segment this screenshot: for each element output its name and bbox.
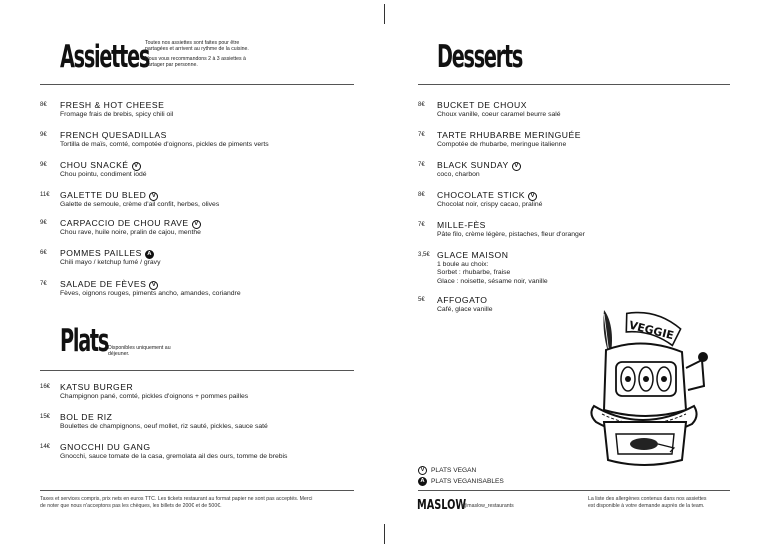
instagram-handle: @maslow_restaurants [462, 503, 514, 509]
legend-vegan [418, 466, 476, 475]
item-name: AFFOGATO [437, 295, 488, 305]
item-description: Chou pointu, condiment iodé [60, 171, 147, 178]
footer-allergens-line: est disponible à votre demande auprès de la team. [588, 503, 705, 509]
item-description: Fromage frais de brebis, spicy chili oil [60, 111, 174, 118]
item-price: 8€ [40, 102, 47, 108]
vegan-icon: V [528, 192, 537, 201]
item-price: 8€ [418, 102, 425, 108]
veganisable-icon: A [418, 477, 427, 486]
legend-veganisable [418, 477, 504, 486]
assiettes-note-recommendation: Nous vous recommandons 2 à 3 assiettes à partager par personne. [145, 55, 246, 69]
item-price: 8€ [418, 192, 425, 198]
desserts-divider [418, 84, 730, 85]
item-price: 15€ [40, 414, 51, 420]
item-price: 3,5€ [418, 252, 430, 258]
item-description: Champignon pané, comté, pickles d'oignons + pommes pailles [60, 393, 249, 400]
desserts-title: Desserts [437, 39, 523, 75]
fold-mark-top [384, 4, 385, 24]
item-name: SALADE DE FÈVES [60, 279, 147, 289]
footer-taxes-line: Taxes et services compris, prix nets en euros TTC. Les tickets restaurant au format papier ne sont pas acceptés. Merci [40, 496, 313, 502]
footer-divider-right [418, 490, 730, 491]
item-name: BUCKET DE CHOUX [437, 100, 527, 110]
item-description: Compotée de rhubarbe, meringue italienne [437, 141, 567, 148]
vegan-icon: V [149, 192, 158, 201]
item-name: BOL DE RIZ [60, 412, 113, 422]
maslow-logo: MASLOW [417, 498, 467, 513]
item-price: 5€ [418, 297, 425, 303]
item-price: 9€ [40, 132, 47, 138]
vegan-icon: V [192, 220, 201, 229]
item-name: GLACE MAISON [437, 250, 509, 260]
veganisable-icon: A [145, 250, 154, 259]
item-description-line: Glace : noisette, sésame noir, vanille [437, 277, 548, 285]
lever-knob [698, 352, 708, 362]
item-description: Pâte filo, crème légère, pistaches, fleur d'oranger [437, 231, 585, 238]
legend-vegan-label: PLATS VEGAN [431, 467, 477, 474]
item-description: Gnocchi, sauce tomate de la casa, gremolata ail des ours, tomme de brebis [60, 453, 288, 460]
fold-mark-bottom [384, 524, 385, 544]
item-description [437, 261, 548, 286]
item-price: 7€ [40, 281, 47, 287]
item-name: CHOCOLATE STICK [437, 190, 526, 200]
item-description: coco, charbon [437, 171, 480, 178]
item-description: Choux vanille, coeur caramel beurre salé [437, 111, 561, 118]
item-price: 7€ [418, 222, 425, 228]
item-name: FRENCH QUESADILLAS [60, 130, 167, 140]
footer-taxes-note [40, 496, 370, 510]
item-description: Café, glace vanille [437, 306, 493, 313]
item-name-row [60, 160, 141, 171]
snake-head [630, 438, 658, 450]
item-price: 14€ [40, 444, 51, 450]
vegan-icon: V [418, 466, 427, 475]
item-price: 7€ [418, 132, 425, 138]
item-name-row [60, 190, 158, 201]
item-description: Boulettes de champignons, oeuf mollet, riz sauté, pickles, sauce saté [60, 423, 268, 430]
vegan-icon: V [149, 281, 158, 290]
item-name: GNOCCHI DU GANG [60, 442, 151, 452]
item-description: Chou rave, huile noire, pralin de cajou, menthe [60, 229, 201, 236]
item-name: POMMES PAILLES [60, 248, 142, 258]
item-name-row [437, 160, 521, 171]
item-name: BLACK SUNDAY [437, 160, 509, 170]
vegan-icon: V [132, 162, 141, 171]
item-price: 11€ [40, 192, 50, 198]
item-name: CARPACCIO DE CHOU RAVE [60, 218, 189, 228]
reel-symbol [643, 376, 649, 382]
assiettes-divider [40, 84, 354, 85]
item-name: MILLE-FÈS [437, 220, 486, 230]
item-name: TARTE RHUBARBE MERINGUÉE [437, 130, 581, 140]
legend-veganisable-label: PLATS VEGANISABLES [431, 478, 504, 485]
item-name-row [437, 190, 537, 201]
assiettes-title: Assiettes [60, 39, 150, 75]
item-description: Chili mayo / ketchup fumé / gravy [60, 259, 161, 266]
item-description: Chocolat noir, crispy cacao, praliné [437, 201, 543, 208]
machine-lever [686, 360, 704, 390]
assiettes-note [145, 40, 260, 72]
veggie-sign-label: VEGGIE [627, 318, 676, 343]
veggie-slot-machine-illustration [582, 310, 712, 470]
item-price: 9€ [40, 220, 47, 226]
item-name: KATSU BURGER [60, 382, 134, 392]
item-name: FRESH & HOT CHEESE [60, 100, 165, 110]
assiettes-note-sharing: Toutes nos assiettes sont faites pour être partagées et arrivent au rythme de la cuisine. [145, 40, 249, 53]
item-price: 7€ [418, 162, 425, 168]
item-description: Galette de semoule, crème d'ail confit, herbes, olives [60, 201, 220, 208]
item-price: 9€ [40, 162, 47, 168]
plats-note: Disponibles uniquement au déjeuner. [108, 345, 171, 358]
item-price: 16€ [40, 384, 51, 390]
vegan-icon: V [512, 162, 521, 171]
item-name-row [60, 218, 201, 229]
footer-divider-left [40, 490, 354, 491]
item-name: CHOU SNACKÉ [60, 160, 129, 170]
item-name-row [60, 279, 158, 290]
item-name: GALETTE DU BLED [60, 190, 147, 200]
plats-divider [40, 370, 354, 371]
reel-symbol [625, 376, 631, 382]
plats-title: Plats [60, 323, 109, 359]
footer-allergens-note [588, 496, 707, 510]
reel-symbol [661, 376, 667, 382]
item-price: 6€ [40, 250, 47, 256]
veggie-sign [622, 310, 683, 346]
item-description: Fèves, oignons rouges, piments ancho, amandes, coriandre [60, 290, 241, 297]
item-description: Tortilla de maïs, comté, compotée d'oignons, pickles de piments verts [60, 141, 269, 148]
footer-allergens-line: La liste des allergènes contenus dans nos assiettes [588, 496, 707, 502]
footer-taxes-line: de noter que nous n'acceptons pas les chèques, les billets de 200€ et de 500€. [40, 503, 222, 509]
item-description-line: 1 boule au choix: [437, 261, 489, 268]
item-name-row [60, 248, 154, 259]
item-description-line: Sorbet : rhubarbe, fraise [437, 269, 511, 277]
